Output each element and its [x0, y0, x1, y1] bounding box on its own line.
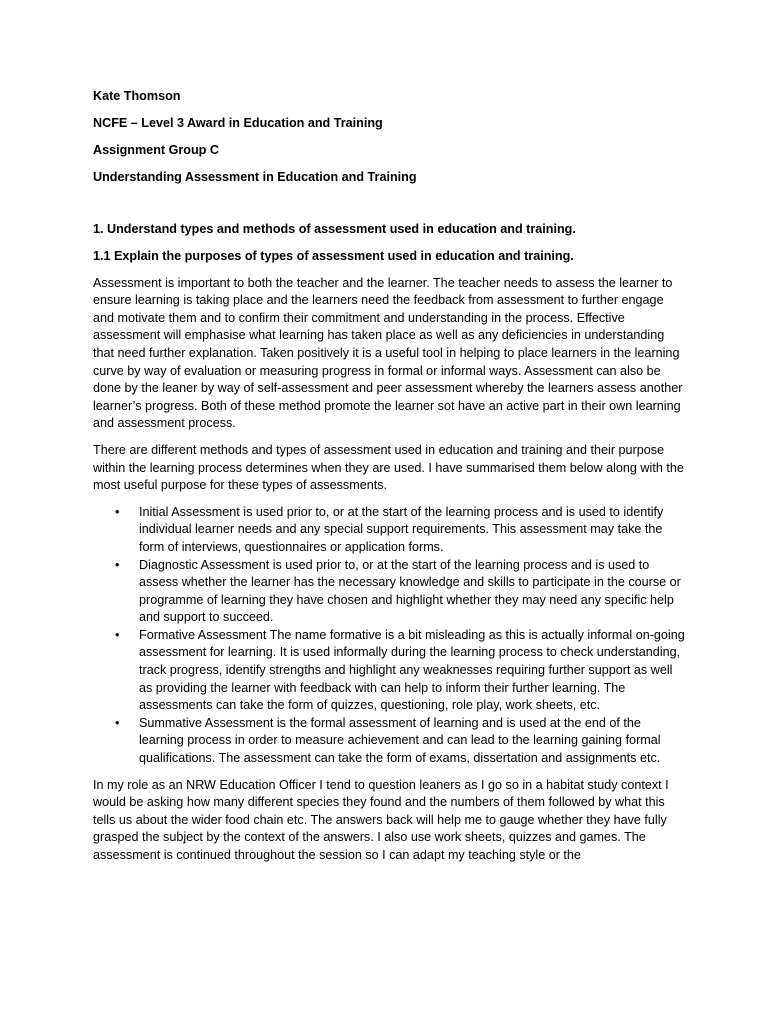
list-item-text: Formative Assessment The name formative is a bit misleading as this is actually informal on-going assessment for learning. It is used informally during the learning process to check understanding, track progress, identify strengths and highlight any weaknesses requiring further support as well as providing the learner with feedback with can help to inform their further learning. The assessments can take the form of quizzes, questioning, role play, work sheets, etc.	[139, 627, 685, 713]
list-item-formative-assessment	[93, 627, 688, 715]
paragraph-assessment-importance: Assessment is important to both the teacher and the learner. The teacher needs to assess the learner to ensure learning is taking place and the learners need the feedback from assessment to further engage and motivate them and to confirm their commitment and understanding in the process. Effective assessment will emphasise what learning has taken place as well as any deficiencies in understanding that need further explanation. Taken positively it is a useful tool in helping to place learners in the learning curve by way of evaluation or measuring progress in formal or informal ways. Assessment can also be done by the leaner by way of self-assessment and peer assessment whereby the learners assess another learner’s progress. Both of these method promote the learner sot have an active part in their own learning and assessment process.	[93, 275, 683, 431]
bullet-icon: •	[115, 557, 120, 572]
paragraph-assessment-types-intro: There are different methods and types of assessment used in education and training and their purpose within the learning process determines when they are used. I have summarised them below along with the most useful purpose for these types of assessments.	[93, 442, 684, 493]
document-title: Understanding Assessment in Education and Training	[93, 170, 417, 184]
assessment-types-list	[93, 504, 688, 768]
list-item-summative-assessment	[93, 715, 688, 768]
assignment-group: Assignment Group C	[93, 143, 219, 157]
list-item-diagnostic-assessment	[93, 557, 688, 627]
section-subheading: 1.1 Explain the purposes of types of assessment used in education and training.	[93, 249, 574, 263]
bullet-icon: •	[115, 627, 120, 642]
section-heading: 1. Understand types and methods of assessment used in education and training.	[93, 222, 576, 236]
bullet-icon: •	[115, 715, 120, 730]
course-title: NCFE – Level 3 Award in Education and Training	[93, 116, 383, 130]
list-item-text: Initial Assessment is used prior to, or at the start of the learning process and is used to identify individual learner needs and any special support requirements. This assessment may take the form of interviews, questionnaires or application forms.	[139, 504, 664, 554]
list-item-initial-assessment	[93, 504, 688, 557]
list-item-text: Diagnostic Assessment is used prior to, or at the start of the learning process and is used to assess whether the learner has the necessary knowledge and skills to participate in the course or programme of learning they have chosen and highlight whether they may need any specific help and support to succeed.	[139, 557, 681, 625]
paragraph-role-example: In my role as an NRW Education Officer I tend to question leaners as I go so in a habitat study context I would be asking how many different species they found and the numbers of them followed by what this tells us about the wider food chain etc. The answers back will help me to gauge whether they have fully grasped the subject by the context of the answers. I also use work sheets, quizzes and games. The assessment is continued throughout the session so I can adapt my teaching style or the	[93, 777, 669, 862]
list-item-text: Summative Assessment is the formal assessment of learning and is used at the end of the learning process in order to measure achievement and can lead to the learning gaining formal qualifications. The assessment can take the form of exams, dissertation and assignments etc.	[139, 715, 661, 766]
author-name: Kate Thomson	[93, 89, 181, 103]
spacer	[93, 196, 688, 221]
bullet-icon: •	[115, 504, 120, 519]
